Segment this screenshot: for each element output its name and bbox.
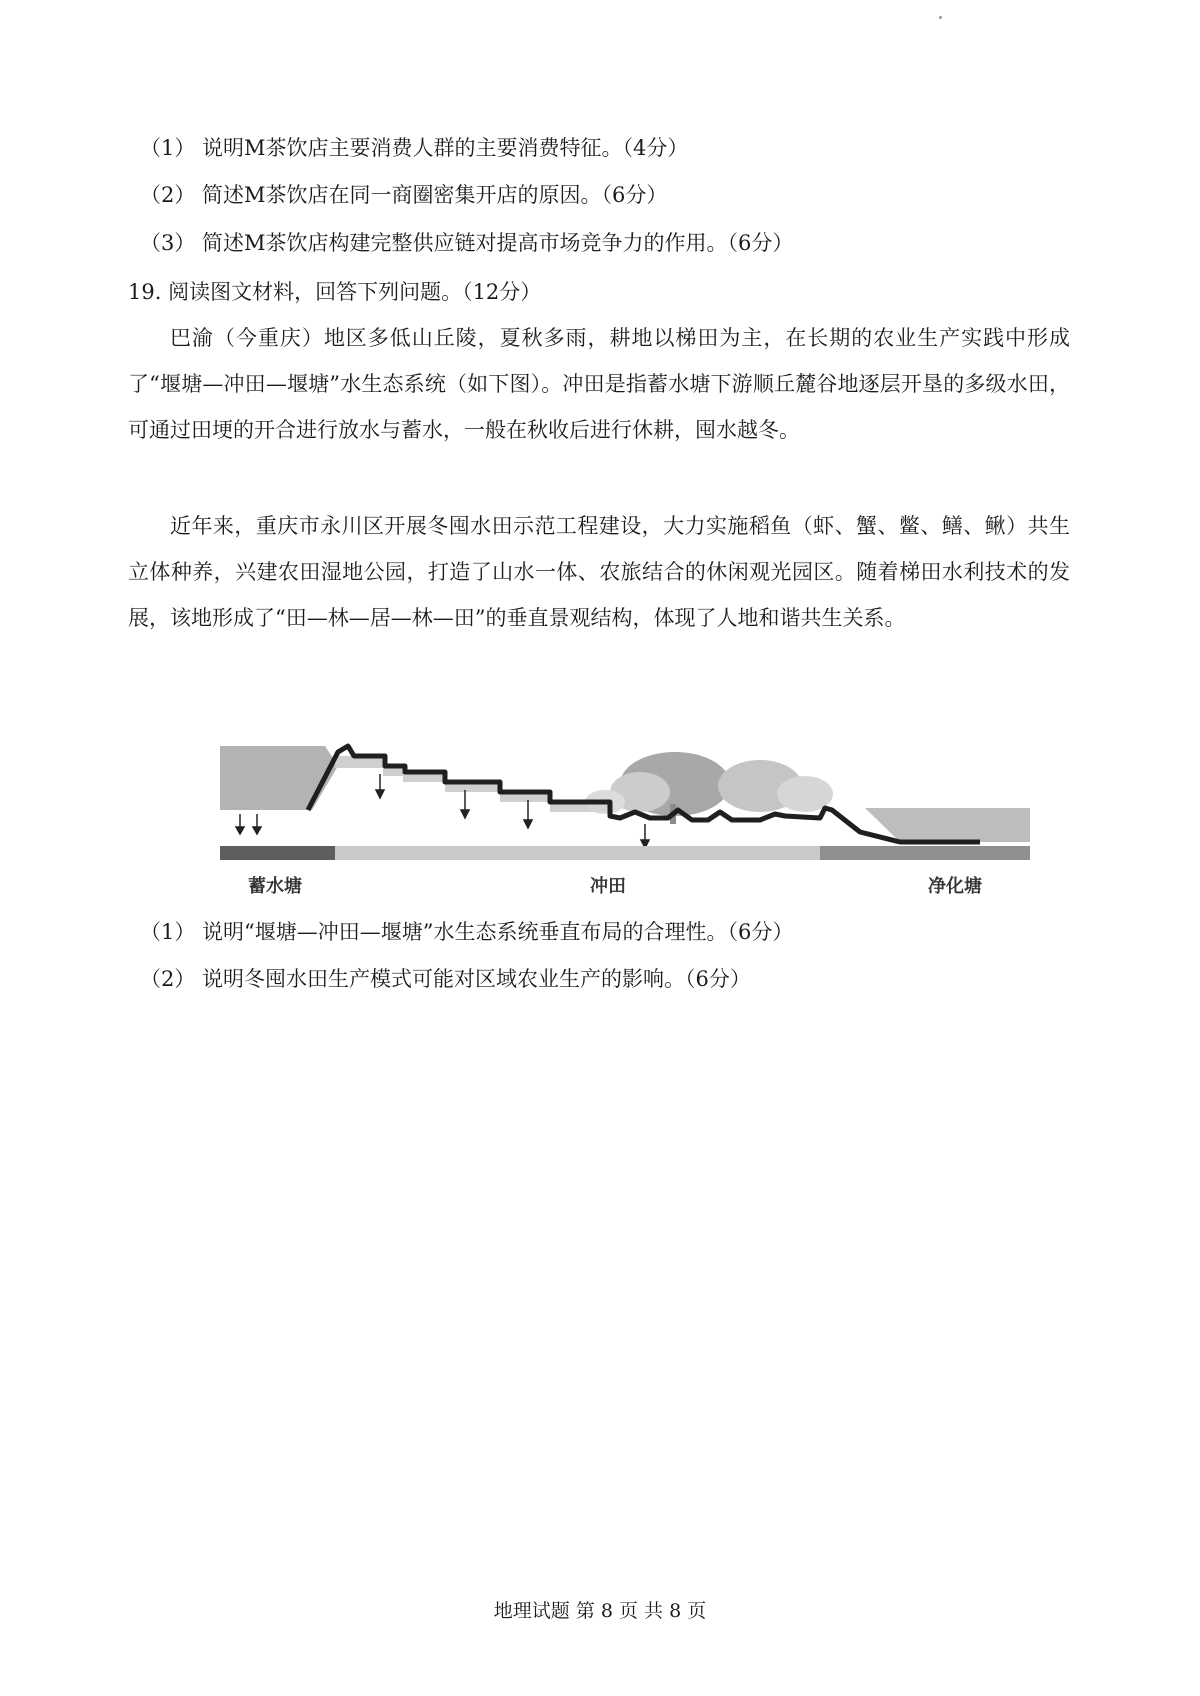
- question-18-1: （1） 说明M茶饮店主要消费人群的主要消费特征。（4分）: [140, 136, 689, 160]
- paragraph-1-text: 巴渝（今重庆）地区多低山丘陵，夏秋多雨，耕地以梯田为主，在长期的农业生产实践中形成了“堰塘—冲田—堰塘”水生态系统（如下图）。冲田是指蓄水塘下游顺丘麓谷地逐层开垦的多级水田，可通过田埂的开合进行放水与蓄水，一般在秋收后进行休耕，囤水越冬。: [128, 326, 1070, 442]
- question-18-2: （2） 简述M茶饮店在同一商圈密集开店的原因。（6分）: [140, 183, 668, 207]
- paragraph-2-text: 近年来，重庆市永川区开展冬囤水田示范工程建设，大力实施稻鱼（虾、蟹、鳖、鳝、鳅）共生立体种养，兴建农田湿地公园，打造了山水一体、农旅结合的休闲观光园区。随着梯田水利技术的发展，该地形成了“田—林—居—林—田”的垂直景观结构，体现了人地和谐共生关系。: [128, 514, 1070, 630]
- material-paragraph-1: [128, 315, 1070, 453]
- storage-pond-water: [220, 746, 338, 810]
- question-18-3: （3） 简述M茶饮店构建完整供应链对提高市场竞争力的作用。（6分）: [140, 231, 794, 255]
- question-19-1: （1） 说明“堰塘—冲田—堰塘”水生态系统垂直布局的合理性。（6分）: [140, 920, 794, 944]
- label-terrace-field: 冲田: [590, 876, 626, 897]
- material-paragraph-2: [128, 503, 1070, 641]
- purification-pond-bar: [820, 846, 1030, 860]
- label-purification-pond: 净化塘: [928, 876, 982, 897]
- question-19-heading: 19. 阅读图文材料，回答下列问题。（12分）: [128, 280, 542, 304]
- trees: [585, 752, 833, 824]
- storage-pond-bar: [220, 846, 335, 860]
- label-storage-pond: 蓄水塘: [248, 876, 302, 897]
- page-footer: 地理试题 第 8 页 共 8 页: [493, 1600, 707, 1622]
- water-ecosystem-diagram: [220, 734, 1030, 899]
- terrace-bar: [335, 846, 820, 860]
- scan-speck: [939, 16, 942, 19]
- question-19-2: （2） 说明冬囤水田生产模式可能对区域农业生产的影响。（6分）: [140, 967, 751, 991]
